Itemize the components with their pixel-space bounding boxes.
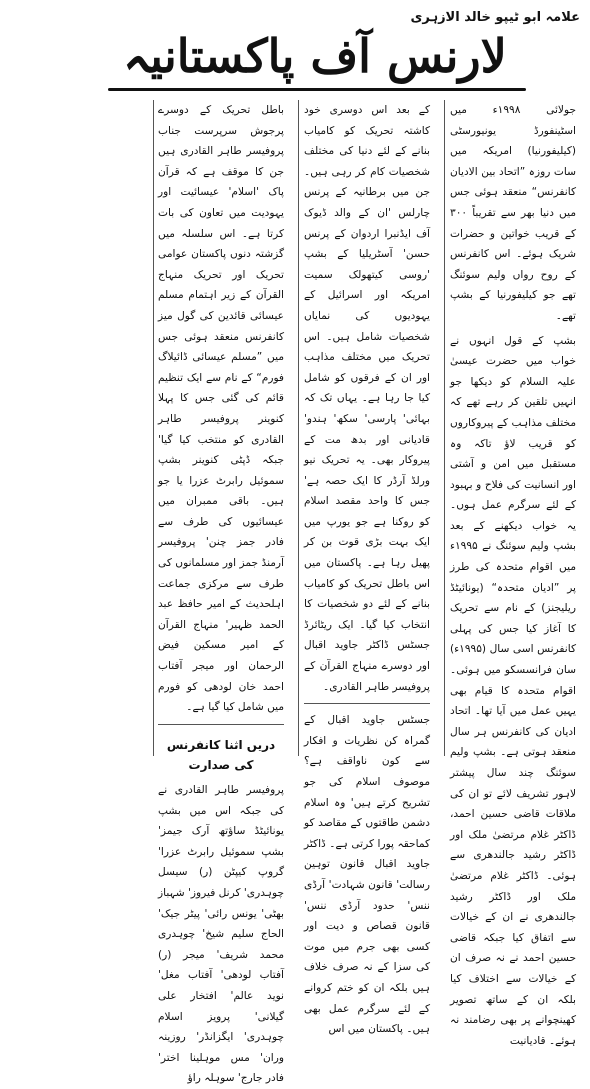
paragraph: پروفیسر طاہر القادری نے کی جبکہ اس میں بشپ یونائیٹڈ ساؤتھ آرک جیمز' بشپ سموئیل رابرٹ عزرا' گروپ کیپٹن (ر) سیسل چوہدری' کرنل فیروز' شہباز بھٹی' یونس رائی' پیٹر جیک' الحاج سلیم شیخ' چوہدری محمد شریف' میجر (ر) آفتاب لودھی' آفتاب مغل' نوید عالم' افتخار علی گیلانی' پرویز اسلام چوہدری' ایگزانڈر' روزینہ وران' مس موہلینا اختر' فادر جارج' سوہلہ راؤ <box>158 784 284 1085</box>
column-divider <box>153 100 154 756</box>
article-column-2 <box>304 100 430 1036</box>
paragraph: جولائی ۱۹۹۸ء میں اسٹینفورڈ یونیورسٹی (کیلیفورنیا) امریکہ میں سات روزہ ”اتحاد بین الادیان کانفرنس“ منعقد ہوئی جس میں دنیا بھر سے تقریباً ۳۰۰ کے قریب خواتین و حضرات شریک ہوئے۔ اس کانفرنس کے روح رواں ولیم سوئنگ تھے جو کیلیفورنیا کے بشپ تھے۔ <box>450 104 576 322</box>
title-underline <box>108 88 526 91</box>
column-divider <box>298 100 299 756</box>
paragraph: بشپ کے قول انہوں نے خواب میں حضرت عیسیٰ علیہ السلام کو دیکھا جو انہیں تلقین کر رہے تھے کہ مختلف مذاہب کے پیروکاروں کو قریب لاؤ تاکہ وہ مستقبل میں امن و آشتی اور انسانیت کی فلاح و بہبود کے لئے سرگرم عمل ہوں۔ یہ خواب دیکھنے کے بعد بشپ ولیم سوئنگ نے ۱۹۹۵ء میں اقوام متحدہ کی طرز پر ”ادیان متحدہ“ (یونائیٹڈ ریلیجنز) کے نام سے تحریک کا آغاز کیا جس کی پہلی کانفرنس اسی سال (۱۹۹۵ء) سان فرانسسکو میں ہوئی۔ اقوام متحدہ کا قیام بھی یہیں عمل میں آیا تھا۔ اتحاد ادیان کی کانفرنس ہر سال منعقد ہوتی ہے۔ بشپ ولیم سوئنگ چند سال پیشتر لاہور تشریف لائے تو ان کی ملاقات قاضی حسین احمد، ڈاکٹر غلام مرتضیٰ ملک اور ڈاکٹر رشید جالندھری سے ہوئی۔ ڈاکٹر غلام مرتضیٰ ملک اور ڈاکٹر رشید جالندھری نے ان کے خیالات سے اتفاق کیا جبکہ قاضی حسین احمد نے نہ صرف ان کے خیالات سے اختلاف کیا بلکہ ان کے ساتھ تصویر کھینچوانے پر بھی رضامند نہ ہوئے۔ قادیانیت <box>450 334 576 1047</box>
paragraph: کے بعد اس دوسری خود کاشتہ تحریک کو کامیاب بنانے کے لئے دنیا کی مختلف شخصیات کام کر رہی ہیں۔ جن میں برطانیہ کے پرنس چارلس 'ان کے والد ڈیوک آف ایڈنبرا اردوان کے پرنس حسن' آسٹریلیا کے بشپ 'روسی کیتھولک سمیت امریکہ اور اسرائیل کے یہودیوں کی نمایاں شخصیات شامل ہیں۔ اس تحریک میں مختلف مذاہب اور ان کے فرقوں کو شامل کیا جا رہا ہے۔ یہاں تک کہ بہائی' پارسی' سکھ' ہندو' قادیانی اور بدھ مت کے پیروکار بھی۔ یہ تحریک نیو ورلڈ آرڈر کا ایک حصہ ہے' جس کا واحد مقصد اسلام کو روکنا ہے جو یورپ میں ایک بہت بڑی قوت بن کر پھیل رہا ہے۔ پاکستان میں اس باطل تحریک کو کامیاب بنانے کے لئے دو شخصیات کا انتخاب کیا گیا۔ ایک ریٹائرڈ جسٹس ڈاکٹر جاوید اقبال اور دوسرے منہاج القرآن کے پروفیسر طاہر القادری۔ <box>304 104 430 693</box>
article-column-3 <box>158 100 284 1085</box>
article-column-1 <box>450 100 576 1047</box>
section-divider <box>158 724 284 725</box>
page-title: لارنس آف پاکستانیہ <box>123 29 507 83</box>
column-divider <box>444 100 445 756</box>
section-divider <box>304 703 430 704</box>
subheading: دریں اثنا کانفرنس کی صدارت <box>166 737 276 773</box>
paragraph: جسٹس جاوید اقبال کے گمراہ کن نظریات و افکار سے کون ناواقف ہے؟ موصوف اسلام کی جو تشریح کرتے ہیں' وہ اسلام دشمن طاقتوں کے مقاصد کو کماحقہ پورا کرتی ہے۔ ڈاکٹر جاوید اقبال قانون توہین رسالت' قانون شہادت' آرڈی ننس' حدود آرڈی ننس' قانون قصاص و دیت اور کسی بھی جرم میں موت کی سزا کے نہ صرف خلاف ہیں بلکہ ان کو ختم کروانے کے لئے سرگرم عمل بھی ہیں۔ پاکستان میں اس <box>304 714 430 1036</box>
paragraph: باطل تحریک کے دوسرے پرجوش سرپرست جناب پروفیسر طاہر القادری ہیں جن کا موقف ہے کہ قرآن پاک 'اسلام' عیسائیت اور یہودیت میں تعاون کی بات کرتا ہے۔ اس سلسلہ میں گزشتہ دنوں پاکستان عوامی تحریک اور تحریک منہاج القرآن کے زیر اہتمام مسلم عیسائی قائدین کی گول میز کانفرنس منعقد ہوئی جس میں ”مسلم عیسائی ڈائیلاگ فورم“ کے نام سے ایک تنظیم قائم کی گئی جس کا پہلا کنوینر پروفیسر طاہر القادری کو منتخب کیا گیا' جبکہ ڈپٹی کنوینر بشپ سموئیل رابرٹ عزرا یا جو ہیں۔ باقی ممبران میں عیسائیوں کی طرف سے فادر جمز چنن' پروفیسر آرمنڈ جمز اور مسلمانوں کی طرف سے مرکزی جماعت اہلحدیث کے امیر حافظ عبد الحمد ظہیر' منہاج القرآن کے امیر مسکین فیض الرحمان اور میجر آفتاب احمد خان لودھی کو فورم میں شامل کیا گیا ہے۔ <box>158 104 284 714</box>
byline: علامہ ابو ٹیپو خالد الازہری <box>410 10 580 25</box>
